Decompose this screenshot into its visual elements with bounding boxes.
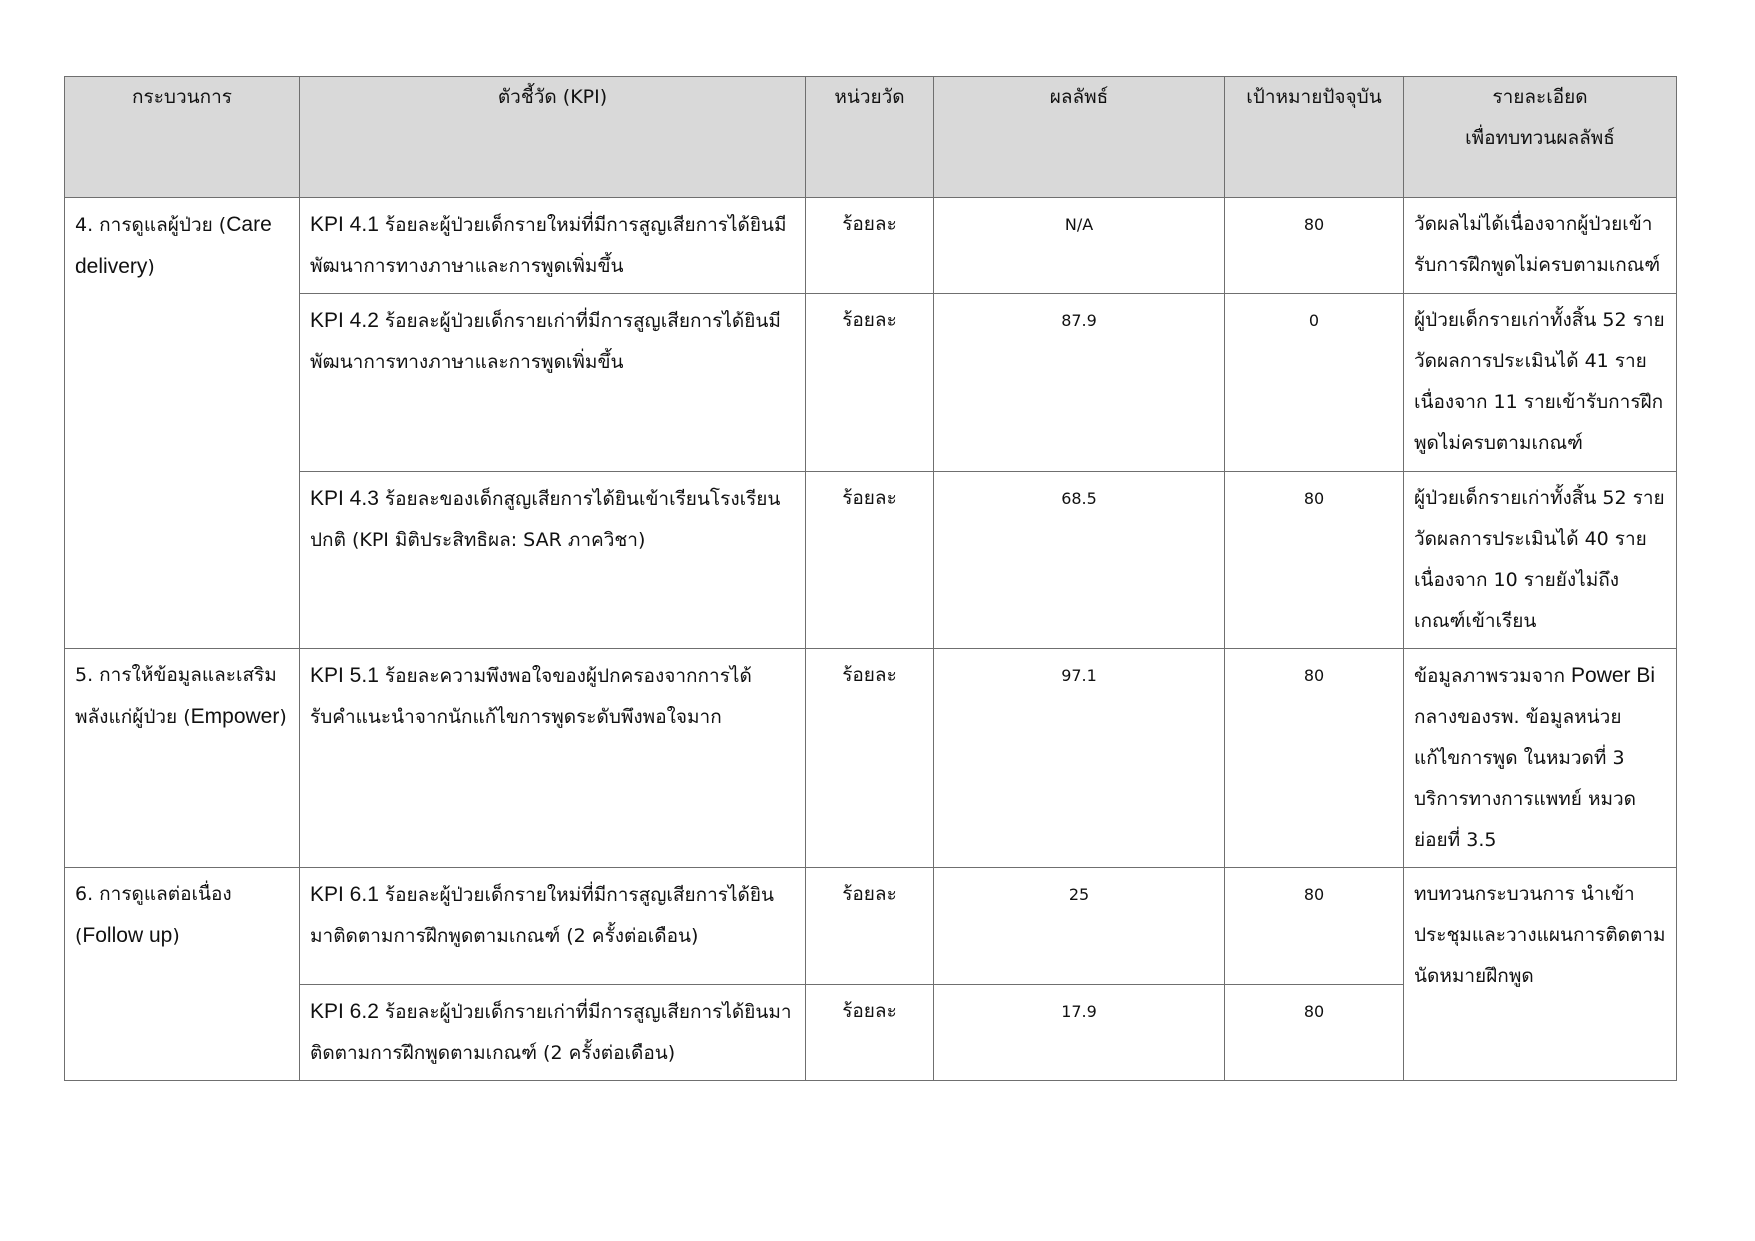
kpi-cell: KPI 6.2 ร้อยละผู้ป่วยเด็กรายเก่าที่มีการสูญเสียการได้ยินมาติดตามการฝึกพูดตามเกณฑ์ (2 ครั้งต่อเดือน) <box>300 985 806 1081</box>
header-unit: หน่วยวัด <box>806 77 934 198</box>
table-row <box>65 868 1677 985</box>
result-cell: N/A <box>934 198 1225 294</box>
result-cell: 17.9 <box>934 985 1225 1081</box>
detail-cell: ผู้ป่วยเด็กรายเก่าทั้งสิ้น 52 ราย วัดผลการประเมินได้ 41 ราย เนื่องจาก 11 รายเข้ารับการฝึกพูดไม่ครบตามเกณฑ์ <box>1404 294 1677 472</box>
header-row <box>65 77 1677 198</box>
header-detail-line2: เพื่อทบทวนผลลัพธ์ <box>1465 127 1615 149</box>
table-row <box>65 472 1677 649</box>
target-cell: 80 <box>1225 198 1404 294</box>
kpi-cell: KPI 4.1 ร้อยละผู้ป่วยเด็กรายใหม่ที่มีการสูญเสียการได้ยินมีพัฒนาการทางภาษาและการพูดเพิ่มขึ้น <box>300 198 806 294</box>
target-cell: 80 <box>1225 649 1404 868</box>
process-cell: 4. การดูแลผู้ป่วย (Care delivery) <box>65 198 300 649</box>
unit-cell: ร้อยละ <box>806 294 934 472</box>
target-cell: 80 <box>1225 472 1404 649</box>
header-kpi: ตัวชี้วัด (KPI) <box>300 77 806 198</box>
header-result: ผลลัพธ์ <box>934 77 1225 198</box>
detail-cell: วัดผลไม่ได้เนื่องจากผู้ป่วยเข้ารับการฝึกพูดไม่ครบตามเกณฑ์ <box>1404 198 1677 294</box>
header-detail-line1: รายละเอียด <box>1492 86 1588 108</box>
unit-cell: ร้อยละ <box>806 198 934 294</box>
kpi-cell: KPI 4.2 ร้อยละผู้ป่วยเด็กรายเก่าที่มีการสูญเสียการได้ยินมีพัฒนาการทางภาษาและการพูดเพิ่มขึ้น <box>300 294 806 472</box>
target-cell: 0 <box>1225 294 1404 472</box>
unit-cell: ร้อยละ <box>806 868 934 985</box>
kpi-cell: KPI 5.1 ร้อยละความพึงพอใจของผู้ปกครองจากการได้รับคำแนะนำจากนักแก้ไขการพูดระดับพึงพอใจมาก <box>300 649 806 868</box>
target-cell: 80 <box>1225 868 1404 985</box>
unit-cell: ร้อยละ <box>806 472 934 649</box>
header-target: เป้าหมายปัจจุบัน <box>1225 77 1404 198</box>
detail-cell: ผู้ป่วยเด็กรายเก่าทั้งสิ้น 52 ราย วัดผลการประเมินได้ 40 ราย เนื่องจาก 10 รายยังไม่ถึงเกณฑ์เข้าเรียน <box>1404 472 1677 649</box>
result-cell: 87.9 <box>934 294 1225 472</box>
result-cell: 97.1 <box>934 649 1225 868</box>
kpi-cell: KPI 4.3 ร้อยละของเด็กสูญเสียการได้ยินเข้าเรียนโรงเรียนปกติ (KPI มิติประสิทธิผล: SAR ภาควิชา) <box>300 472 806 649</box>
process-cell: 5. การให้ข้อมูลและเสริมพลังแก่ผู้ป่วย (Empower) <box>65 649 300 868</box>
kpi-cell: KPI 6.1 ร้อยละผู้ป่วยเด็กรายใหม่ที่มีการสูญเสียการได้ยินมาติดตามการฝึกพูดตามเกณฑ์ (2 ครั้งต่อเดือน) <box>300 868 806 985</box>
table-row <box>65 198 1677 294</box>
detail-cell: ข้อมูลภาพรวมจาก Power Bi กลางของรพ. ข้อมูลหน่วยแก้ไขการพูด ในหมวดที่ 3 บริการทางการแพทย์ หมวดย่อยที่ 3.5 <box>1404 649 1677 868</box>
unit-cell: ร้อยละ <box>806 985 934 1081</box>
table-row <box>65 649 1677 868</box>
result-cell: 25 <box>934 868 1225 985</box>
target-cell: 80 <box>1225 985 1404 1081</box>
process-cell: 6. การดูแลต่อเนื่อง (Follow up) <box>65 868 300 1081</box>
kpi-table <box>64 76 1677 1081</box>
detail-cell: ทบทวนกระบวนการ นำเข้าประชุมและวางแผนการติดตามนัดหมายฝึกพูด <box>1404 868 1677 1081</box>
table-row <box>65 294 1677 472</box>
header-process: กระบวนการ <box>65 77 300 198</box>
unit-cell: ร้อยละ <box>806 649 934 868</box>
header-detail <box>1404 77 1677 198</box>
result-cell: 68.5 <box>934 472 1225 649</box>
